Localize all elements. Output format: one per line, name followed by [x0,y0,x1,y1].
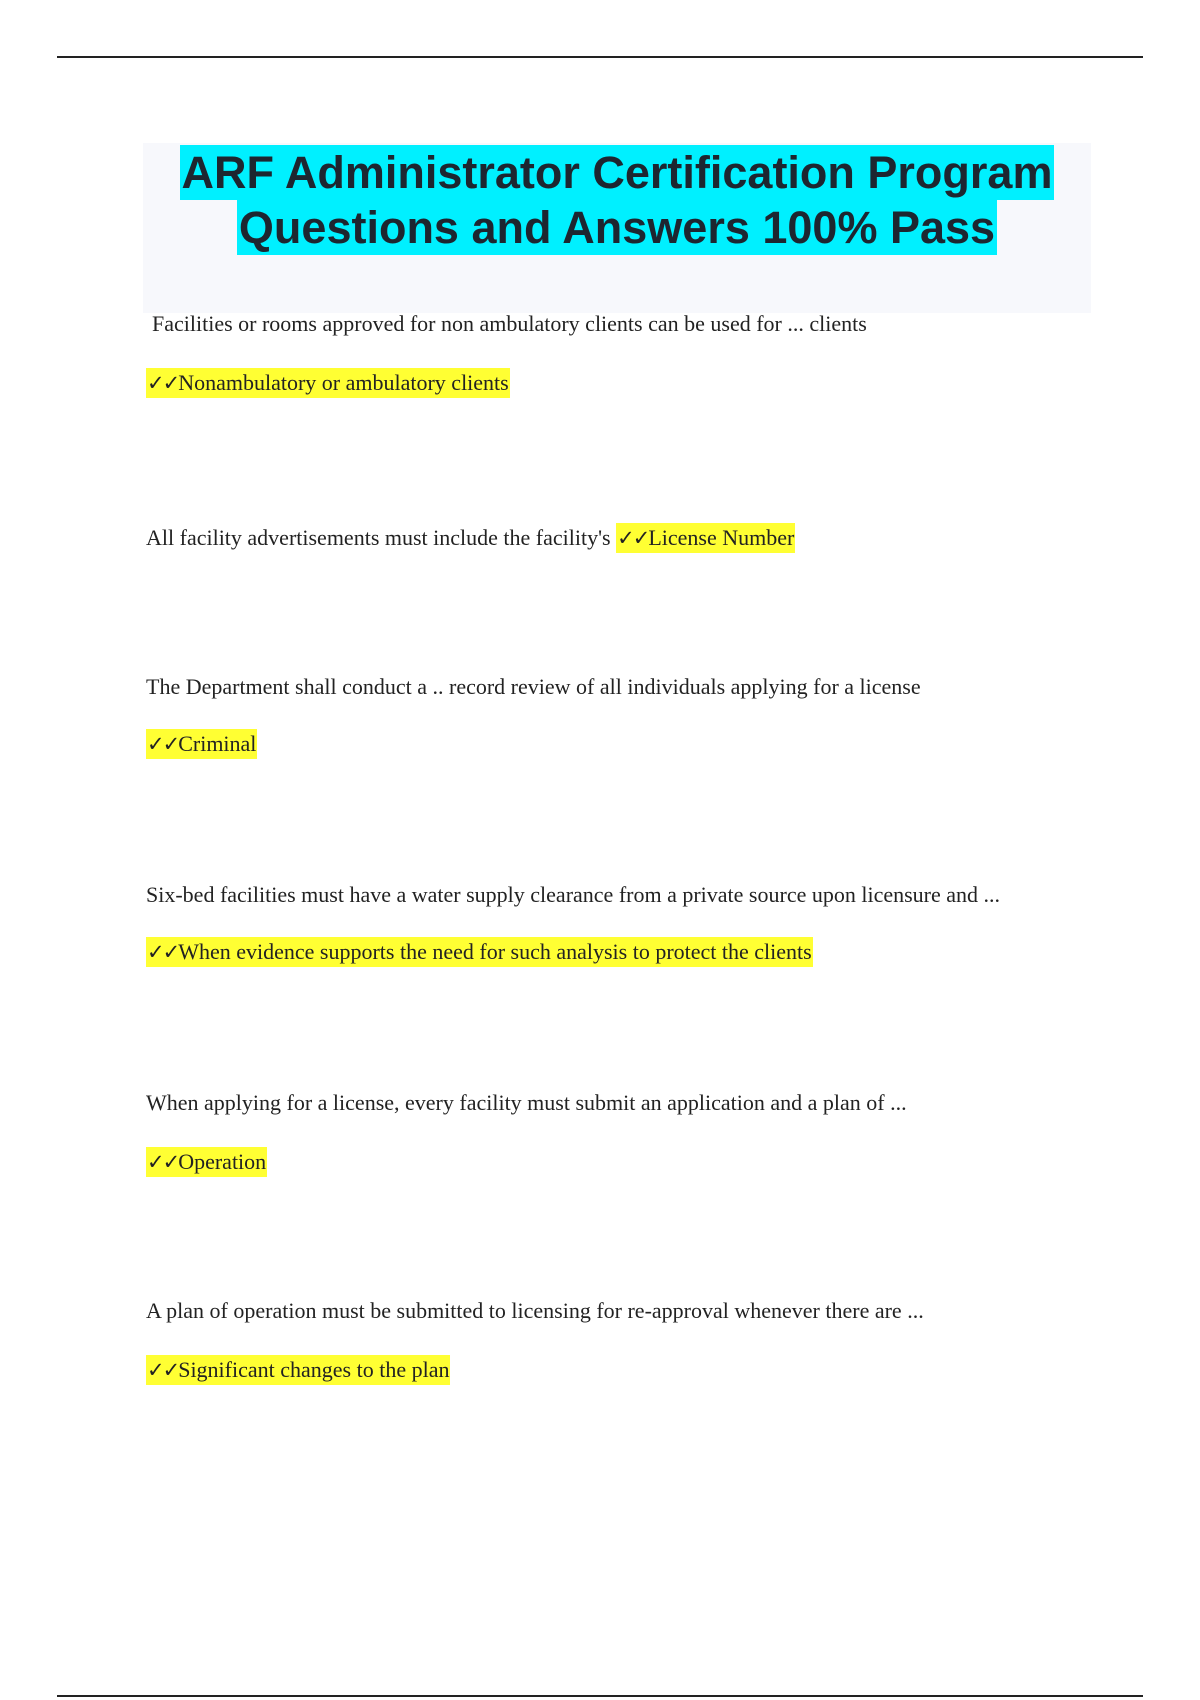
answer-text: License Number [648,525,795,550]
question-text: Facilities or rooms approved for non ambulatory clients can be used for ... clients [152,311,867,336]
question-text: A plan of operation must be submitted to licensing for re-approval whenever there are ... [146,1298,924,1323]
double-check-icon: ✓✓ [617,526,649,550]
question-text: All facility advertisements must include the facility's [146,525,611,550]
answer-text: When evidence supports the need for such analysis to protect the clients [178,939,812,964]
question-text: When applying for a license, every facility must submit an application and a plan of ... [146,1090,907,1115]
answer-text: Significant changes to the plan [178,1357,450,1382]
answer-highlight [146,937,813,967]
qa-item-6 [146,1297,1106,1385]
qa-item-1 [146,310,1106,398]
answer-highlight [146,368,510,398]
qa-item-2 [146,523,1106,553]
answer-highlight [616,523,795,553]
document-title-line-1: ARF Administrator Certification Program [181,147,1053,198]
document-title-line-2: Questions and Answers 100% Pass [238,202,996,253]
double-check-icon: ✓✓ [147,1150,179,1174]
question-line [146,523,1106,553]
question-text: Six-bed facilities must have a water supply clearance from a private source upon licensure and ... [146,882,1001,907]
qa-item-5 [146,1089,1106,1177]
answer-text: Nonambulatory or ambulatory clients [178,370,509,395]
answer-highlight [146,1355,450,1385]
double-check-icon: ✓✓ [147,1358,179,1382]
double-check-icon: ✓✓ [147,371,179,395]
question-text: The Department shall conduct a .. record review of all individuals applying for a license [146,674,921,699]
top-rule [57,56,1143,58]
title-block [143,143,1091,313]
qa-item-3 [146,673,1106,759]
bottom-rule [57,1695,1143,1697]
answer-text: Operation [178,1149,267,1174]
double-check-icon: ✓✓ [147,732,179,756]
answer-text: Criminal [178,731,257,756]
answer-highlight [146,1147,267,1177]
double-check-icon: ✓✓ [147,940,179,964]
answer-highlight [146,729,257,759]
qa-item-4 [146,881,1106,967]
